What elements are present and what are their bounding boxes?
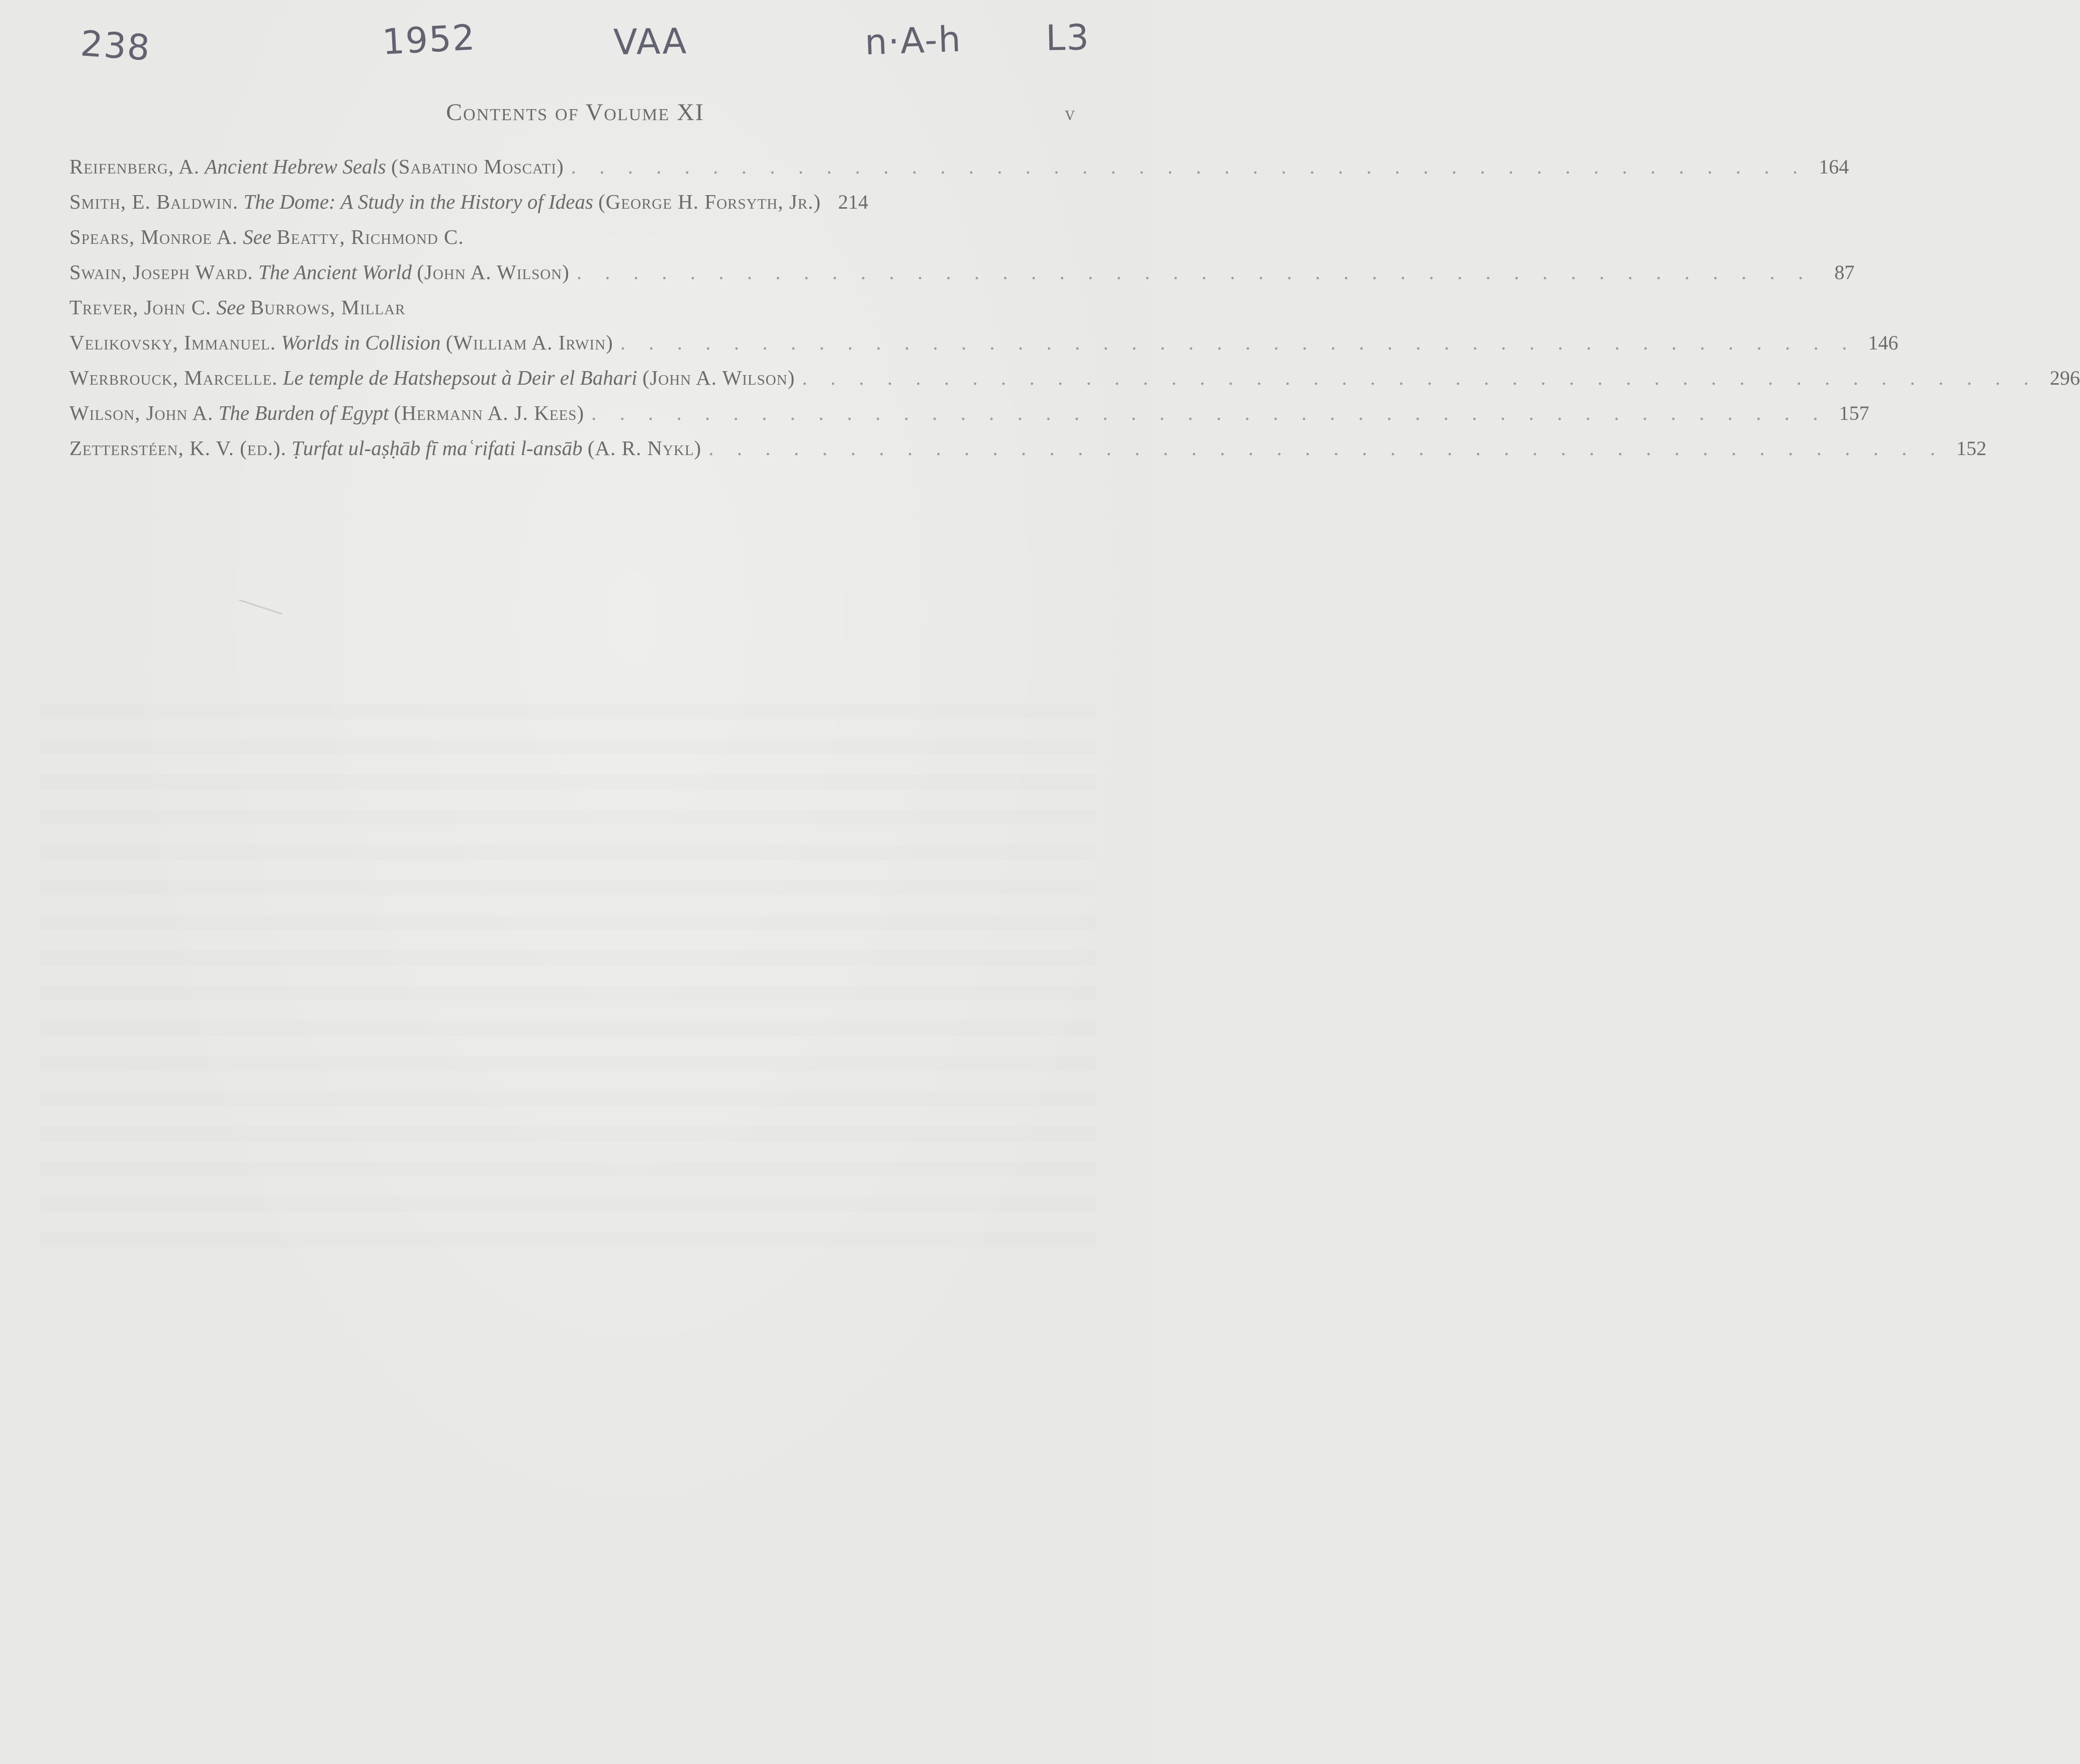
entry-work: Worlds in Collision [281, 331, 441, 354]
entry-text [69, 219, 464, 254]
paper-texture [40, 694, 1096, 1247]
handwritten-note: n·A-h [864, 18, 962, 63]
dot-leader [708, 430, 1944, 466]
entry-author: Wilson, John A. [69, 401, 214, 424]
list-item [69, 254, 1855, 290]
entry-text [69, 360, 795, 395]
entry-page: 87 [1834, 261, 1855, 284]
entry-page: 146 [1868, 331, 1898, 354]
entry-page: 214 [838, 191, 868, 213]
entry-work: The Ancient World [258, 260, 412, 284]
dot-leader [571, 149, 1807, 184]
entry-text [69, 149, 564, 184]
dot-leader [591, 395, 1827, 430]
list-item [69, 360, 2080, 395]
entry-see: See [243, 225, 272, 248]
entry-author: Trever, John C. [69, 296, 212, 319]
dot-leader [577, 254, 1813, 290]
entry-author: Velikovsky, Immanuel. [69, 331, 276, 354]
entry-cross-reference: Beatty, Richmond C. [277, 225, 464, 248]
entry-author: Swain, Joseph Ward. [69, 260, 253, 284]
dot-leader [802, 360, 2038, 395]
handwritten-note: 1952 [381, 17, 477, 63]
entry-text [69, 325, 613, 360]
handwritten-note: VAA [613, 20, 688, 63]
list-item [69, 430, 1986, 466]
entry-reviewer: (John A. Wilson) [642, 366, 795, 389]
page-title: Contents of Volume XI [446, 99, 704, 126]
list-item [69, 184, 1076, 219]
entry-text [69, 254, 570, 290]
entry-page: 157 [1839, 402, 1869, 424]
entry-reviewer: (George H. Forsyth, Jr.) [598, 190, 821, 213]
list-item [69, 290, 1076, 325]
entry-page: 296 [2049, 367, 2080, 389]
entry-author: Zetterstéen, K. V. (ed.). [69, 436, 287, 460]
entry-text [69, 290, 405, 325]
paper-mark [235, 599, 282, 626]
running-header [0, 99, 1150, 129]
dot-leader [620, 325, 1856, 360]
entry-author: Werbrouck, Marcelle. [69, 366, 278, 389]
entry-reviewer: (Hermann A. J. Kees) [394, 401, 584, 424]
entry-work: Ancient Hebrew Seals [205, 155, 386, 178]
entry-reviewer: (John A. Wilson) [417, 260, 570, 284]
entry-text [69, 395, 584, 430]
entry-see: See [216, 296, 245, 319]
page-number: v [1064, 102, 1075, 125]
entry-cross-reference: Burrows, Millar [250, 296, 406, 319]
entry-author: Spears, Monroe A. [69, 225, 238, 248]
handwritten-note: 238 [79, 23, 152, 69]
entry-work: Le temple de Hatshepsout à Deir el Bahari [283, 366, 638, 389]
entry-page: 152 [1956, 437, 1986, 460]
entry-work: The Dome: A Study in the History of Ideas [243, 190, 593, 213]
list-item [69, 219, 1076, 254]
entry-author: Reifenberg, A. [69, 155, 200, 178]
list-item [69, 149, 1849, 184]
entry-reviewer: (Sabatino Moscati) [391, 155, 564, 178]
entry-text [69, 184, 821, 219]
entry-reviewer: (A. R. Nykl) [587, 436, 702, 460]
entry-work: Ṭurfat ul-aṣḥāb fī maʿrifati l-ansāb [291, 436, 583, 460]
entry-page: 164 [1819, 155, 1849, 178]
contents-list [69, 149, 2080, 466]
entry-author: Smith, E. Baldwin. [69, 190, 239, 213]
entry-text [69, 430, 701, 466]
list-item [69, 325, 1898, 360]
entry-reviewer: (William A. Irwin) [445, 331, 613, 354]
list-item [69, 395, 1869, 430]
handwritten-note: L3 [1045, 17, 1091, 59]
entry-work: The Burden of Egypt [218, 401, 389, 424]
